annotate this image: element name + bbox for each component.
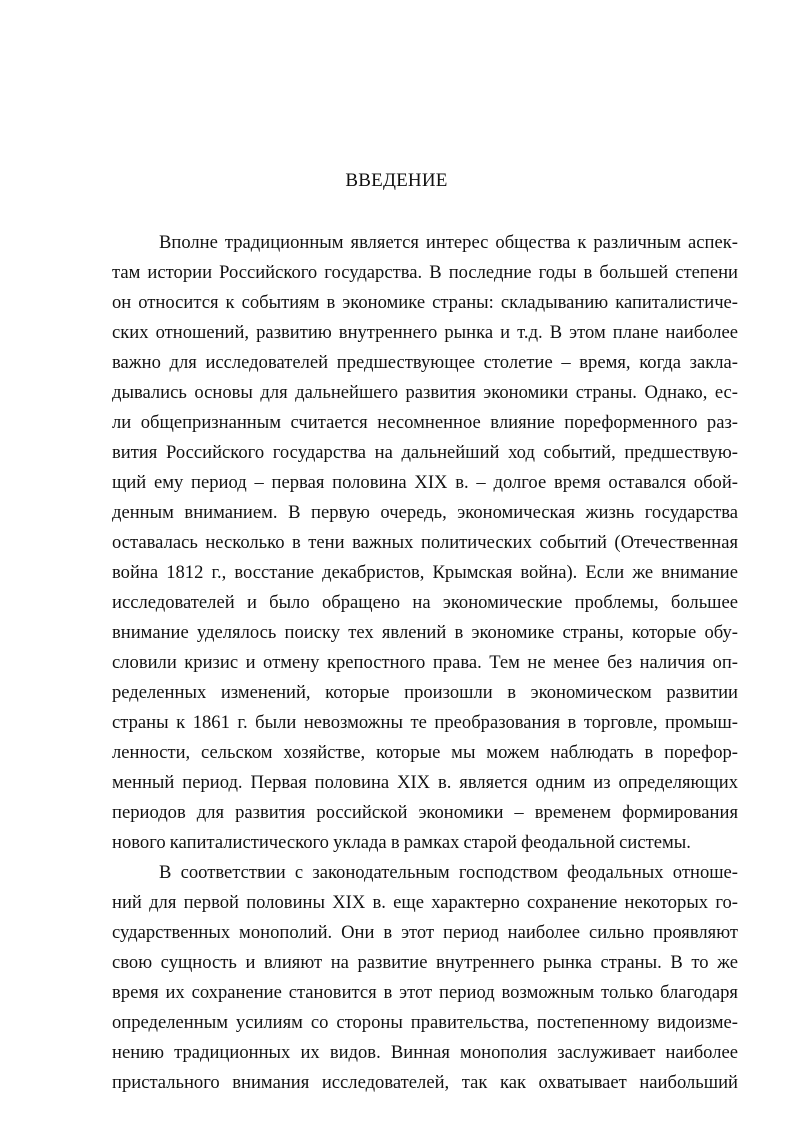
text-line: словили кризис и отмену крепостного права. Тем не менее без наличия оп- <box>112 652 738 673</box>
text-line: война 1812 г., восстание декабристов, Крымская война). Если же внимание <box>112 562 738 583</box>
text-line: внимание уделялось поиску тех явлений в экономике страны, которые обу- <box>112 622 738 643</box>
text-line: В соответствии с законодательным господством феодальных отноше- <box>159 862 738 883</box>
text-line: ределенных изменений, которые произошли в экономическом развитии <box>112 682 738 703</box>
text-line: периодов для развития российской экономики – временем формирования <box>112 802 738 823</box>
text-line: Вполне традиционным является интерес общества к различным аспек- <box>159 232 738 253</box>
text-line: менный период. Первая половина XIX в. является одним из определяющих <box>112 772 738 793</box>
text-line: исследователей и было обращено на экономические проблемы, большее <box>112 592 738 613</box>
text-line: важно для исследователей предшествующее столетие – время, когда закла- <box>112 352 738 373</box>
text-line: страны к 1861 г. были невозможны те преобразования в торговле, промыш- <box>112 712 738 733</box>
text-line: свою сущность и влияют на развитие внутреннего рынка страны. В то же <box>112 952 738 973</box>
text-line: оставалась несколько в тени важных политических событий (Отечественная <box>112 532 738 553</box>
body-text <box>112 228 738 1098</box>
text-line: ских отношений, развитию внутреннего рынка и т.д. В этом плане наиболее <box>112 322 738 343</box>
text-line: денным вниманием. В первую очередь, экономическая жизнь государства <box>112 502 738 523</box>
text-line: определенным усилиям со стороны правительства, постепенному видоизме- <box>112 1012 738 1033</box>
text-line: дывались основы для дальнейшего развития экономики страны. Однако, ес- <box>112 382 738 403</box>
text-line: щий ему период – первая половина XIX в. – долгое время оставался обой- <box>112 472 738 493</box>
text-line: нового капиталистического уклада в рамках старой феодальной системы. <box>112 832 691 853</box>
text-line: там истории Российского государства. В последние годы в большей степени <box>112 262 738 283</box>
text-line: ленности, сельском хозяйстве, которые мы можем наблюдать в порефор- <box>112 742 738 763</box>
text-line: время их сохранение становится в этот период возможным только благодаря <box>112 982 738 1003</box>
text-line: пристального внимания исследователей, так как охватывает наибольший <box>112 1072 738 1093</box>
text-line: ли общепризнанным считается несомненное влияние пореформенного раз- <box>112 412 738 433</box>
page-title: ВВЕДЕНИЕ <box>345 170 448 191</box>
text-line: нению традиционных их видов. Винная монополия заслуживает наиболее <box>112 1042 738 1063</box>
text-line: ний для первой половины XIX в. еще характерно сохранение некоторых го- <box>112 892 738 913</box>
text-line: вития Российского государства на дальнейший ход событий, предшествую- <box>112 442 738 463</box>
text-line: сударственных монополий. Они в этот период наиболее сильно проявляют <box>112 922 738 943</box>
text-line: он относится к событиям в экономике страны: складыванию капиталистиче- <box>112 292 738 313</box>
